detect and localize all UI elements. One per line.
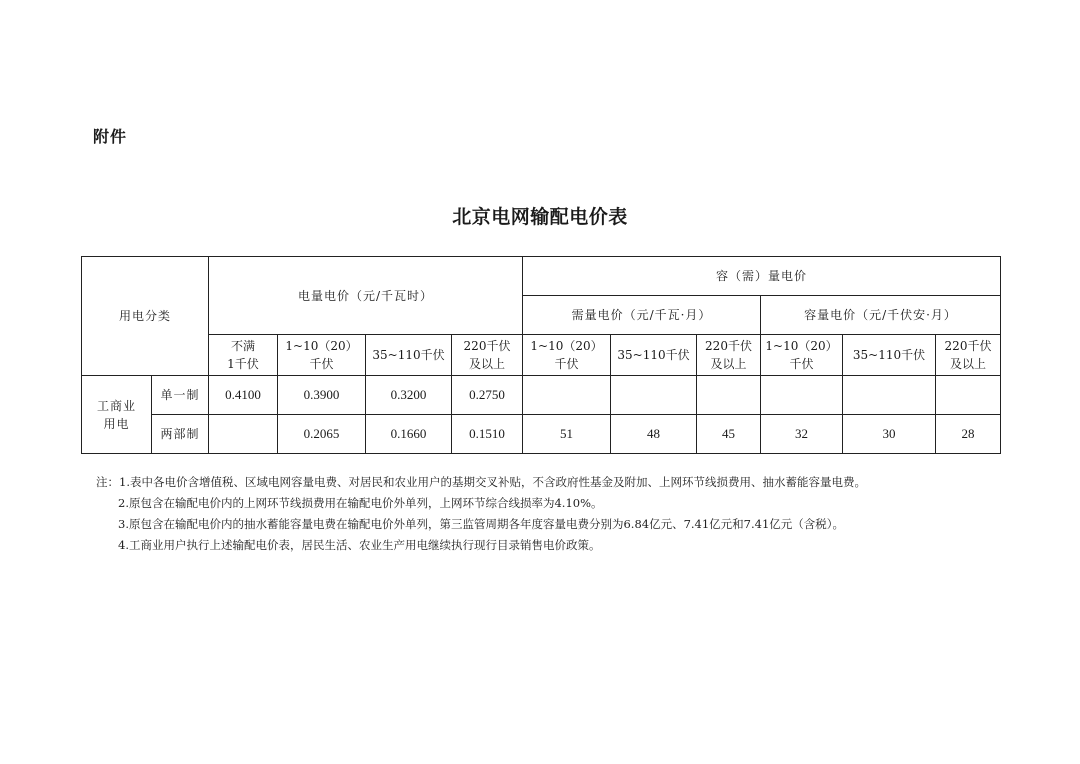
table-cell [611,376,697,415]
table-cell: 45 [697,415,761,454]
note-line: 注：1.表中各电价含增值税、区域电网容量电费、对居民和农业用户的基期交叉补贴，不含政府性基金及附加、上网环节线损费用、抽水蓄能容量电费。 [96,475,866,489]
table-cell [936,376,1001,415]
energy-price-header: 电量电价（元/千瓦时） [209,257,523,335]
tariff-table [81,256,1001,454]
table-cell: 0.3900 [278,376,366,415]
category-header: 用电分类 [82,257,209,376]
note-line: 3.原包含在输配电价内的抽水蓄能容量电费在输配电价外单列，第三监管周期各年度容量电费分别为6.84亿元、7.41亿元和7.41亿元（含税）。 [118,517,845,531]
attachment-label: 附件 [93,127,128,146]
capacity-price-header: 容（需）量电价 [523,257,1001,296]
table-cell: 28 [936,415,1001,454]
row-type-label: 单一制 [152,376,209,415]
demand-price-header: 需量电价（元/千瓦·月） [523,296,761,335]
table-cell: 32 [761,415,843,454]
table-cell [761,376,843,415]
energy-col-header: 220千伏 及以上 [452,335,523,376]
capacity-col-header: 220千伏 及以上 [936,335,1001,376]
energy-col-header: 1~10（20） 千伏 [278,335,366,376]
table-cell [697,376,761,415]
table-cell: 0.1660 [366,415,452,454]
table-cell [843,376,936,415]
table-cell: 0.4100 [209,376,278,415]
table-cell: 48 [611,415,697,454]
demand-col-header: 35~110千伏 [611,335,697,376]
table-row [82,415,1001,454]
table-cell: 0.3200 [366,376,452,415]
capacity-sub-header: 容量电价（元/千伏安·月） [761,296,1001,335]
row-type-label: 两部制 [152,415,209,454]
note-line: 2.原包含在输配电价内的上网环节线损费用在输配电价外单列，上网环节综合线损率为4.10%。 [118,496,603,510]
table-cell: 0.1510 [452,415,523,454]
row-group-label: 工商业 用电 [82,376,152,454]
note-line: 4.工商业用户执行上述输配电价表，居民生活、农业生产用电继续执行现行目录销售电价政策。 [118,538,601,552]
energy-col-header: 不满 1千伏 [209,335,278,376]
table-cell: 0.2065 [278,415,366,454]
table-cell: 51 [523,415,611,454]
table-cell [523,376,611,415]
document-title: 北京电网输配电价表 [452,206,628,228]
table-cell: 0.2750 [452,376,523,415]
table-row [82,376,1001,415]
table-cell: 30 [843,415,936,454]
demand-col-header: 1~10（20） 千伏 [523,335,611,376]
demand-col-header: 220千伏 及以上 [697,335,761,376]
capacity-col-header: 35~110千伏 [843,335,936,376]
capacity-col-header: 1~10（20） 千伏 [761,335,843,376]
energy-col-header: 35~110千伏 [366,335,452,376]
table-cell [209,415,278,454]
notes-section [96,472,996,556]
